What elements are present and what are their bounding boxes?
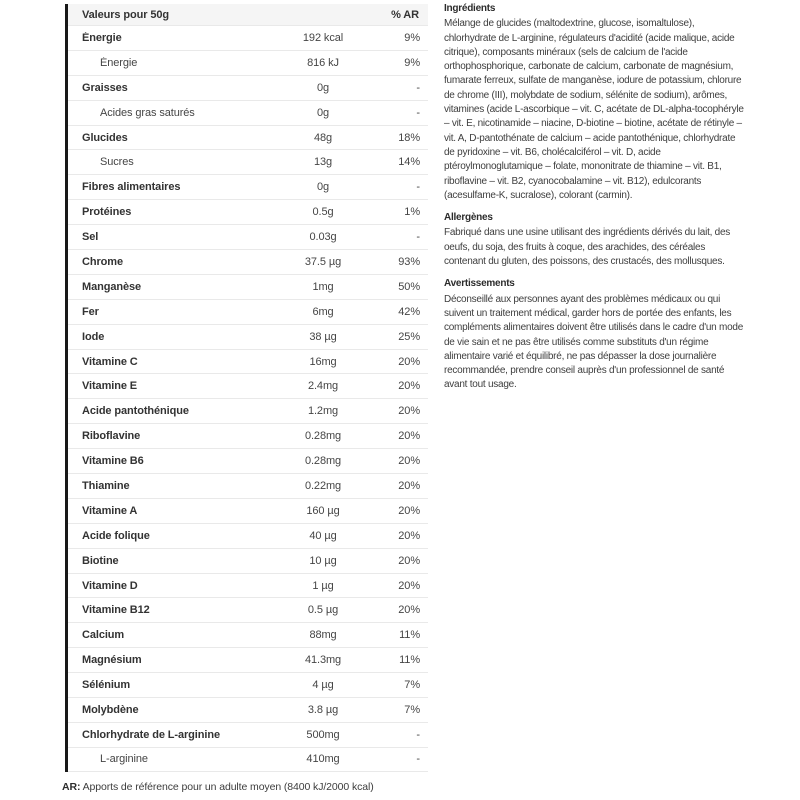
nutrient-value: 0.5 µg xyxy=(307,604,339,617)
nutrition-table xyxy=(65,4,428,772)
nutrient-value: 1mg xyxy=(312,280,334,293)
nutrient-ar-percent: 11% xyxy=(399,629,420,642)
nutrient-ar-percent: - xyxy=(416,81,420,94)
nutrient-value: 0g xyxy=(316,181,330,194)
nutrient-value: 0g xyxy=(316,81,330,94)
table-row xyxy=(68,25,428,50)
nutrient-label: Vitamine D xyxy=(82,579,138,592)
table-row xyxy=(68,349,428,374)
nutrient-label: Riboflavine xyxy=(82,430,141,443)
nutrient-ar-percent: 50% xyxy=(398,280,420,293)
table-row xyxy=(68,722,428,747)
info-section xyxy=(444,2,744,203)
nutrient-value: 40 µg xyxy=(309,529,337,542)
nutrient-ar-percent: 20% xyxy=(398,355,420,368)
nutrient-ar-percent: 7% xyxy=(404,679,420,692)
table-row xyxy=(68,473,428,498)
table-row xyxy=(68,299,428,324)
nutrient-value: 160 µg xyxy=(306,504,340,517)
nutrient-value: 38 µg xyxy=(309,330,337,343)
nutrient-value: 3.8 µg xyxy=(307,703,339,716)
nutrient-value: 37.5 µg xyxy=(304,255,342,268)
nutrient-value: 1.2mg xyxy=(307,405,339,418)
table-row xyxy=(68,523,428,548)
nutrient-ar-percent: - xyxy=(416,106,420,119)
table-row xyxy=(68,448,428,473)
nutrient-label: Chrome xyxy=(82,255,123,268)
nutrient-value: 16mg xyxy=(309,355,337,368)
footnote-text: Apports de référence pour un adulte moyen (8400 kJ/2000 kcal) xyxy=(80,781,374,793)
table-row xyxy=(68,747,428,772)
info-section xyxy=(444,211,744,269)
nutrient-ar-percent: 1% xyxy=(404,206,420,219)
nutrient-label: Graisses xyxy=(82,81,128,94)
nutrient-ar-percent: 93% xyxy=(398,255,420,268)
nutrient-ar-percent: 20% xyxy=(398,504,420,517)
table-row xyxy=(68,573,428,598)
table-row xyxy=(68,548,428,573)
header-values-label: Valeurs pour 50g xyxy=(82,8,170,21)
nutrient-label: Acide folique xyxy=(82,529,150,542)
nutrient-label: Calcium xyxy=(82,629,125,642)
nutrient-label: Manganèse xyxy=(82,280,142,293)
nutrient-label: Thiamine xyxy=(82,479,130,492)
table-row xyxy=(68,125,428,150)
nutrient-label: Glucides xyxy=(82,131,128,144)
nutrient-value: 0.03g xyxy=(309,231,337,244)
nutrient-value: 41.3mg xyxy=(304,654,342,667)
table-row xyxy=(68,647,428,672)
info-section-title: Avertissements xyxy=(444,278,515,290)
product-info-panel xyxy=(444,2,744,401)
nutrient-ar-percent: 20% xyxy=(398,579,420,592)
table-row xyxy=(68,398,428,423)
nutrient-value: 13g xyxy=(313,156,333,169)
nutrient-ar-percent: 20% xyxy=(398,455,420,468)
nutrient-value: 410mg xyxy=(306,753,340,766)
nutrient-label: Fer xyxy=(82,305,99,318)
reference-intake-footnote xyxy=(62,781,374,793)
nutrient-label: Vitamine E xyxy=(82,380,138,393)
nutrition-rows xyxy=(68,25,428,772)
nutrient-label: Molybdène xyxy=(82,703,139,716)
info-section-title: Allergènes xyxy=(444,212,493,224)
table-row xyxy=(68,75,428,100)
ar-abbreviation: AR: xyxy=(62,781,81,793)
table-row xyxy=(68,423,428,448)
nutrient-label: Acide pantothénique xyxy=(82,405,189,418)
nutrient-ar-percent: 14% xyxy=(398,156,420,169)
nutrient-label: Biotine xyxy=(82,554,119,567)
table-row xyxy=(68,100,428,125)
nutrient-ar-percent: 11% xyxy=(399,654,420,667)
nutrient-label: Sel xyxy=(82,231,99,244)
nutrient-label: Chlorhydrate de L-arginine xyxy=(82,728,220,741)
nutrient-ar-percent: - xyxy=(416,728,420,741)
table-row xyxy=(68,324,428,349)
nutrient-ar-percent: 9% xyxy=(404,31,420,44)
nutrient-value: 0g xyxy=(316,106,330,119)
info-section xyxy=(444,277,744,392)
table-row xyxy=(68,249,428,274)
nutrient-value: 4 µg xyxy=(312,679,334,692)
nutrient-value: 0.22mg xyxy=(304,479,342,492)
table-row xyxy=(68,224,428,249)
nutrient-value: 500mg xyxy=(306,728,340,741)
nutrient-ar-percent: - xyxy=(416,231,420,244)
nutrient-value: 0.28mg xyxy=(304,455,342,468)
nutrient-value: 88mg xyxy=(309,629,337,642)
nutrient-ar-percent: - xyxy=(416,753,420,766)
nutrient-label: Énergie xyxy=(100,56,138,69)
table-row xyxy=(68,174,428,199)
table-row xyxy=(68,697,428,722)
table-row xyxy=(68,274,428,299)
table-row xyxy=(68,50,428,75)
nutrient-value: 816 kJ xyxy=(307,56,339,69)
header-ar-label: % AR xyxy=(391,8,419,21)
nutrient-ar-percent: - xyxy=(416,181,420,194)
table-row xyxy=(68,498,428,523)
nutrient-ar-percent: 20% xyxy=(398,380,420,393)
nutrient-value: 0.28mg xyxy=(304,430,342,443)
nutrient-value: 192 kcal xyxy=(302,31,344,44)
nutrient-ar-percent: 20% xyxy=(398,554,420,567)
nutrient-label: Vitamine B12 xyxy=(82,604,150,617)
nutrient-value: 48g xyxy=(313,131,333,144)
nutrient-value: 2.4mg xyxy=(307,380,339,393)
nutrient-value: 10 µg xyxy=(309,554,337,567)
nutrient-ar-percent: 9% xyxy=(404,56,420,69)
nutrient-label: Iode xyxy=(82,330,105,343)
info-section-text: Mélange de glucides (maltodextrine, glucose, isomaltulose), chlorhydrate de L-arginine, régulateurs d'acidité (acide malique, acide citrique), composants minéraux (sels de calcium de l'acide orthophosphorique, carbonate de calcium, carbonate de magnésium, fumarate ferreux, sulfate de manganèse, iodure de potassium, chlorure de chrome (III), molybdate de sodium, sélénite de sodium), arômes, vitamines (acide L-ascorbique – vit. C, acétate de DL-alpha-tocophéryle – vit. E, nicotinamide – niacine, D-biotine – biotine, acétate de rétinyle – vit. A, D-pantothénate de calcium – acide pantothénique, chlorhydrate de pyridoxine – vit. B6, cholécalciférol – vit. D, acide ptéroylmonoglutamique – folate, mononitrate de thiamine – vit. B1, riboflavine – vit. B2, cyanocobalamine – vit. B12), edulcorants (acesulfame-K, sucralose), colorant (carmin). xyxy=(444,18,744,201)
nutrient-ar-percent: 18% xyxy=(398,131,420,144)
table-row xyxy=(68,199,428,224)
nutrient-ar-percent: 20% xyxy=(398,529,420,542)
table-row xyxy=(68,597,428,622)
info-section-title: Ingrédients xyxy=(444,3,496,14)
nutrient-label: Sucres xyxy=(100,156,134,169)
nutrient-value: 1 µg xyxy=(312,579,334,592)
nutrient-label: Vitamine C xyxy=(82,355,138,368)
nutrient-ar-percent: 20% xyxy=(398,405,420,418)
nutrient-label: Vitamine B6 xyxy=(82,455,144,468)
nutrient-ar-percent: 42% xyxy=(398,305,420,318)
nutrient-ar-percent: 7% xyxy=(404,703,420,716)
table-row xyxy=(68,672,428,697)
info-section-text: Fabriqué dans une usine utilisant des ingrédients dérivés du lait, des oeufs, du soja, des fruits à coque, des arachides, des céréales contenant du gluten, des poissons, des crustacés, des mollusques. xyxy=(444,227,731,268)
nutrient-label: Acides gras saturés xyxy=(100,106,195,119)
nutrient-ar-percent: 25% xyxy=(398,330,420,343)
nutrient-label: Magnésium xyxy=(82,654,142,667)
nutrient-label: L-arginine xyxy=(100,753,148,766)
table-row xyxy=(68,622,428,647)
nutrient-label: Vitamine A xyxy=(82,504,138,517)
nutrient-value: 0.5g xyxy=(312,206,334,219)
nutrient-label: Énergie xyxy=(82,31,122,44)
nutrient-ar-percent: 20% xyxy=(398,479,420,492)
nutrient-value: 6mg xyxy=(312,305,334,318)
nutrition-table-header xyxy=(68,4,428,25)
nutrient-label: Fibres alimentaires xyxy=(82,181,181,194)
table-row xyxy=(68,373,428,398)
nutrient-ar-percent: 20% xyxy=(398,430,420,443)
info-section-text: Déconseillé aux personnes ayant des problèmes médicaux ou qui suivent un traitement médical, garder hors de portée des enfants, les compléments alimentaires doivent être utilisés dans le cadre d'un mode de vie sain et ne pas être utilisés comme substituts d'un régime alimentaire varié et équilibré, ne pas dépasser la dose journalière recommandée, prendre conseil auprès d'un professionnel de santé avant tout usage. xyxy=(444,293,744,391)
nutrient-ar-percent: 20% xyxy=(398,604,420,617)
nutrient-label: Protéines xyxy=(82,206,132,219)
table-row xyxy=(68,149,428,174)
nutrient-label: Sélénium xyxy=(82,679,131,692)
